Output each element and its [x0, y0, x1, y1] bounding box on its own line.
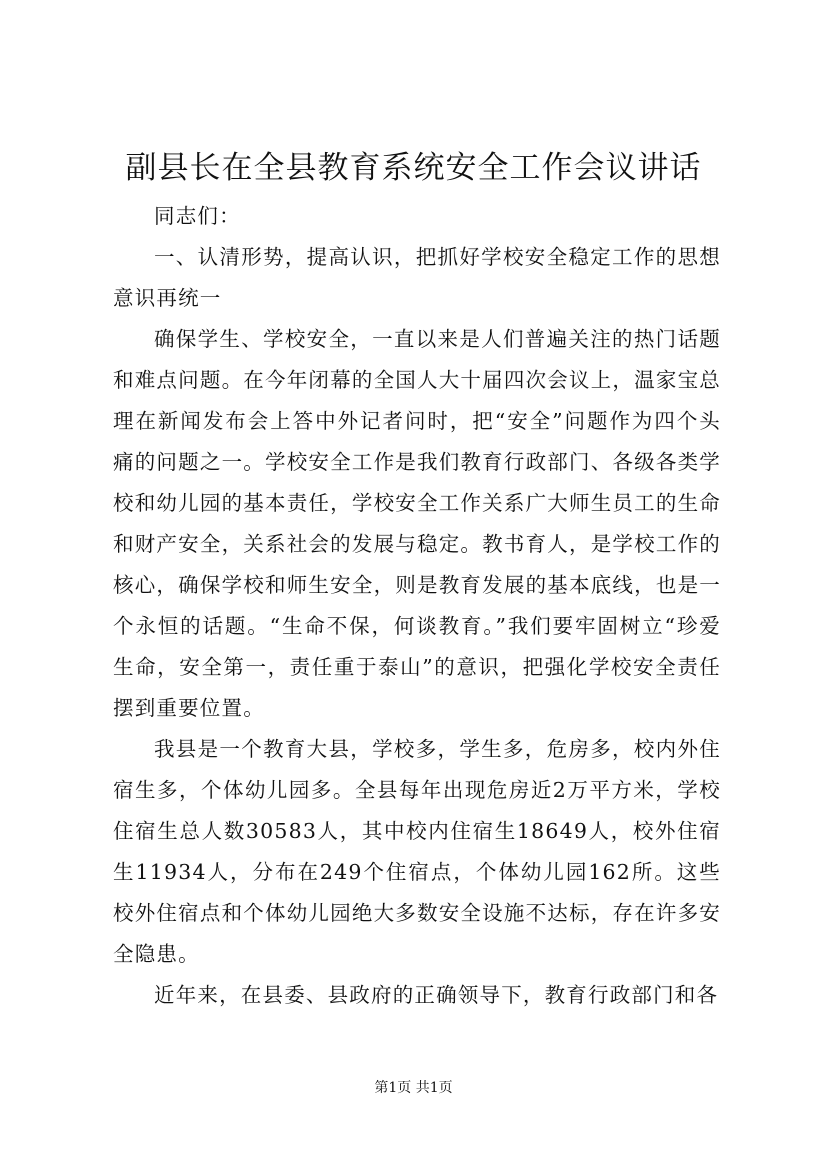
body-paragraph: 我县是一个教育大县，学校多，学生多，危房多，校内外住宿生多，个体幼儿园多。全县每年出现危房近2万平方米，学校住宿生总人数30583人，其中校内住宿生18649人，校外住宿生11934人，分布在249个住宿点，个体幼儿园162所。这些校外住宿点和个体幼儿园绝大多数安全设施不达标，存在许多安全隐患。 [113, 737, 721, 966]
document-title: 副县长在全县教育系统安全工作会议讲话 [125, 150, 702, 186]
body-paragraph: 近年来，在县委、县政府的正确领导下，教育行政部门和各 [154, 983, 719, 1007]
section-heading-paragraph: 一、认清形势，提高认识，把抓好学校安全稳定工作的思想意识再统一 [113, 245, 721, 310]
salutation-paragraph: 同志们： [154, 204, 241, 228]
document-body [113, 196, 721, 1016]
body-paragraph: 确保学生、学校安全，一直以来是人们普遍关注的热门话题和难点问题。在今年闭幕的全国人大十届四次会议上，温家宝总理在新闻发布会上答中外记者问时，把“安全”问题作为四个头痛的问题之一。学校安全工作是我们教育行政部门、各级各类学校和幼儿园的基本责任，学校安全工作关系广大师生员工的生命和财产安全，关系社会的发展与稳定。教书育人，是学校工作的核心，确保学校和师生安全，则是教育发展的基本底线，也是一个永恒的话题。“生命不保，何谈教育。”我们要牢固树立“珍爱生命，安全第一，责任重于泰山”的意识，把强化学校安全责任摆到重要位置。 [113, 327, 721, 720]
page-footer: 第1页 共1页 [374, 1080, 453, 1096]
